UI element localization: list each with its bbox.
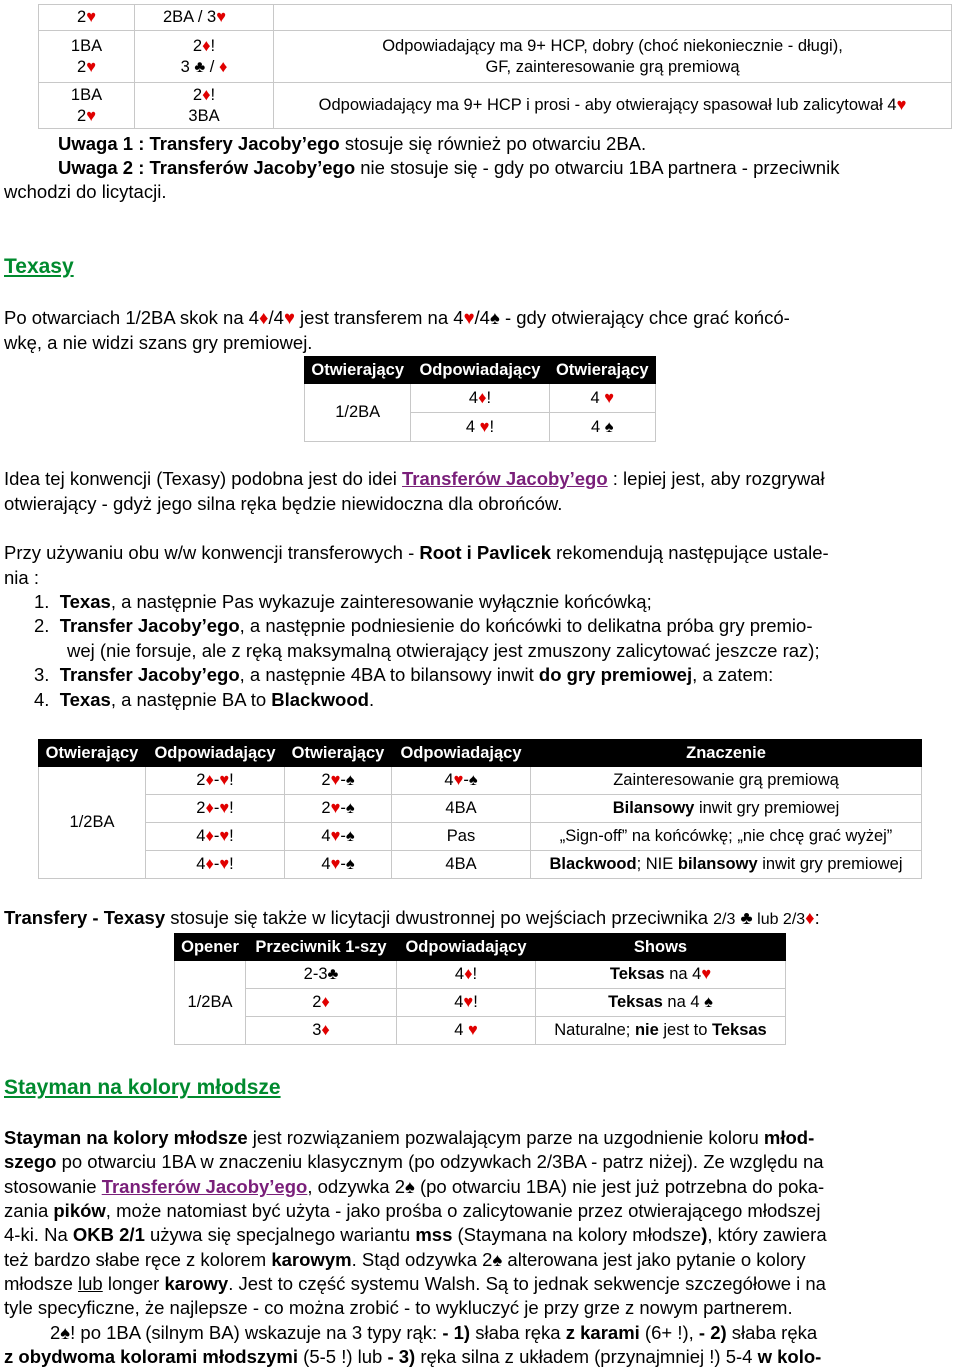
paragraph-line: Po otwarciach 1/2BA skok na 4♦/4♥ jest transferem na 4♥/4♠ - gdy otwierający chce grać końcó- bbox=[4, 307, 790, 328]
table-cell: Bilansowy inwit gry premiowej bbox=[531, 795, 922, 823]
table-cell: 4 ♠ bbox=[549, 413, 655, 442]
table-cell: 3♦ bbox=[246, 1017, 397, 1045]
spade-icon: ♠ bbox=[604, 417, 614, 436]
table-cell: 2BA / 3♥ bbox=[135, 5, 274, 31]
table-cell: 2♦! 3 ♣ / ♦ bbox=[135, 31, 274, 83]
heart-icon: ♥ bbox=[701, 965, 712, 983]
table-cell: Blackwood; NIE bilansowy inwit gry premiowej bbox=[531, 851, 922, 879]
table-cell: 4♥! bbox=[397, 989, 536, 1017]
transfer-sequences-table bbox=[38, 739, 922, 879]
table-row bbox=[39, 5, 952, 31]
diamond-icon: ♦ bbox=[321, 993, 330, 1011]
heart-icon: ♥ bbox=[604, 388, 615, 407]
section-heading-texasy[interactable]: Texasy bbox=[4, 255, 74, 278]
table-cell: „Sign-off” na końcówkę; „nie chcę grać wyżej” bbox=[531, 823, 922, 851]
table-cell: 1BA 2♥ bbox=[39, 31, 135, 83]
diamond-icon: ♦ bbox=[218, 57, 228, 76]
paragraph-line: stosowanie Transferów Jacoby’ego, odzywka 2♠ (po otwarciu 1BA) nie jest już potrzebna do poka- bbox=[4, 1176, 825, 1197]
header-cell: Znaczenie bbox=[531, 740, 922, 767]
table-row bbox=[39, 823, 922, 851]
spade-icon: ♠ bbox=[345, 799, 355, 817]
table-cell: Teksas na 4♥ bbox=[536, 961, 786, 989]
table-cell: Zainteresowanie grą premiową bbox=[531, 767, 922, 795]
paragraph-line: Stayman na kolory młodsze jest rozwiązaniem pozwalającym parze na uzgodnienie koloru młod- bbox=[4, 1127, 815, 1148]
table-cell: 4♥-♠ bbox=[392, 767, 531, 795]
note-2-cont: wchodzi do licytacji. bbox=[4, 181, 167, 202]
spade-icon: ♠ bbox=[468, 771, 478, 789]
list-item: 4. Texas, a następnie BA to Blackwood. bbox=[34, 689, 375, 710]
spade-icon: ♠ bbox=[492, 1249, 503, 1270]
heart-icon: ♥ bbox=[330, 799, 341, 817]
table-row bbox=[305, 384, 656, 413]
list-item: 1. Texas, a następnie Pas wykazuje zainteresowanie wyłącznie końcówką; bbox=[34, 591, 652, 612]
paragraph-line: też bardzo słabe ręce z kolorem karowym. Stąd odzywka 2♠ alterowana jest jako pytanie o kolory bbox=[4, 1249, 806, 1270]
heart-icon: ♥ bbox=[896, 96, 907, 114]
diamond-icon: ♦ bbox=[259, 307, 269, 328]
spade-icon: ♠ bbox=[345, 771, 355, 789]
club-icon: ♣ bbox=[740, 907, 753, 928]
table-cell: 1/2BA bbox=[305, 384, 411, 442]
spade-icon: ♠ bbox=[60, 1322, 71, 1343]
diamond-icon: ♦ bbox=[205, 827, 214, 845]
header-cell: Otwierający bbox=[549, 357, 655, 384]
header-cell: Otwierający bbox=[285, 740, 392, 767]
list-item: 3. Transfer Jacoby’ego, a następnie 4BA to bilansowy inwit do gry premiowej, a zatem: bbox=[34, 664, 774, 685]
table-cell: 4♦! bbox=[397, 961, 536, 989]
diamond-icon: ♦ bbox=[205, 799, 214, 817]
table-row bbox=[39, 31, 952, 83]
competitive-table bbox=[174, 933, 786, 1045]
table-cell: 4♦-♥! bbox=[146, 823, 285, 851]
heart-icon: ♥ bbox=[86, 8, 96, 26]
link-transfers-jacoby[interactable]: Transferów Jacoby’ego bbox=[101, 1176, 308, 1197]
table-cell: 4 ♥ bbox=[549, 384, 655, 413]
list-item-cont: wej (nie forsuje, ale z ręką maksymalną otwierający jest zmuszony zalicytować jeszcze raz); bbox=[67, 640, 820, 661]
heart-icon: ♥ bbox=[453, 771, 464, 789]
section-heading-stayman[interactable]: Stayman na kolory młodsze bbox=[4, 1076, 281, 1099]
heart-icon: ♥ bbox=[219, 827, 230, 845]
table-cell: Odpowiadający ma 9+ HCP i prosi - aby otwierający spasował lub zalicytował 4♥ bbox=[274, 83, 952, 129]
paragraph-line: 2♠! po 1BA (silnym BA) wskazuje na 3 typy rąk: - 1) słaba ręka z karami (6+ !), - 2) słaba ręka bbox=[50, 1322, 818, 1343]
spade-icon: ♠ bbox=[345, 827, 355, 845]
header-cell: Odpowiadający bbox=[397, 934, 536, 961]
diamond-icon: ♦ bbox=[202, 36, 211, 55]
table-cell bbox=[274, 5, 952, 31]
table-header-row bbox=[305, 357, 656, 384]
table-row bbox=[175, 1017, 786, 1045]
diamond-icon: ♦ bbox=[205, 855, 214, 873]
top-bidding-table bbox=[38, 4, 952, 129]
table-cell: 2♦-♥! bbox=[146, 795, 285, 823]
table-header-row bbox=[175, 934, 786, 961]
heart-icon: ♥ bbox=[467, 1021, 478, 1039]
table-cell: 2♥-♠ bbox=[285, 795, 392, 823]
heart-icon: ♥ bbox=[479, 417, 490, 436]
list-item: 2. Transfer Jacoby’ego, a następnie podniesienie do końcówki to delikatna próba gry premio- bbox=[34, 615, 813, 636]
spade-icon: ♠ bbox=[489, 307, 500, 328]
heart-icon: ♥ bbox=[86, 106, 96, 125]
header-cell: Opener bbox=[175, 934, 246, 961]
diamond-icon: ♦ bbox=[205, 771, 214, 789]
paragraph-line: nia : bbox=[4, 567, 39, 588]
table-cell: 2♦ bbox=[246, 989, 397, 1017]
table-row bbox=[175, 961, 786, 989]
paragraph-line: 4-ki. Na OKB 2/1 używa się specjalnego wariantu mss (Staymana na kolory młodsze), który zawiera bbox=[4, 1224, 827, 1245]
paragraph-line: z obydwoma kolorami młodszymi (5-5 !) lub - 3) ręka silna z układem (przynajmniej !) 5-4 w kolo- bbox=[4, 1346, 822, 1367]
spade-icon: ♠ bbox=[405, 1176, 415, 1197]
table-cell: 4♥-♠ bbox=[285, 851, 392, 879]
note-2: Uwaga 2 : Transferów Jacoby’ego nie stosuje się - gdy po otwarciu 1BA partnera - przeciwnik bbox=[58, 157, 840, 178]
table-cell: 2♥ bbox=[39, 5, 135, 31]
table-row bbox=[39, 767, 922, 795]
diamond-icon: ♦ bbox=[321, 1021, 330, 1039]
heart-icon: ♥ bbox=[219, 855, 230, 873]
table-row bbox=[39, 83, 952, 129]
heart-icon: ♥ bbox=[463, 993, 474, 1011]
paragraph-line: Transfery - Texasy stosuje się także w licytacji dwustronnej po wejściach przeciwnika 2/3 ♣ lub 2/3♦: bbox=[4, 907, 820, 928]
table-cell: 1/2BA bbox=[39, 767, 146, 879]
club-icon: ♣ bbox=[327, 965, 339, 983]
header-cell: Przeciwnik 1-szy bbox=[246, 934, 397, 961]
heart-icon: ♥ bbox=[463, 307, 475, 328]
table-cell: 2♦! 3BA bbox=[135, 83, 274, 129]
table-cell: 4BA bbox=[392, 795, 531, 823]
header-cell: Shows bbox=[536, 934, 786, 961]
table-cell: 2♥-♠ bbox=[285, 767, 392, 795]
spade-icon: ♠ bbox=[345, 855, 355, 873]
paragraph-line: tyle specyficzne, że najlepsze - co można zrobić - to wykluczyć je przy grze z nowym partnerem. bbox=[4, 1297, 793, 1318]
header-cell: Otwierający bbox=[39, 740, 146, 767]
table-cell: 4 ♥ bbox=[397, 1017, 536, 1045]
table-cell: 4♦! bbox=[411, 384, 549, 413]
table-cell: 1BA 2♥ bbox=[39, 83, 135, 129]
heart-icon: ♥ bbox=[219, 799, 230, 817]
diamond-icon: ♦ bbox=[805, 907, 815, 928]
heart-icon: ♥ bbox=[330, 827, 341, 845]
diamond-icon: ♦ bbox=[464, 965, 473, 983]
paragraph-line: zania pików, może natomiast być użyta - jako prośba o zalicytowanie przez otwierającego młodszej bbox=[4, 1200, 821, 1221]
heart-icon: ♥ bbox=[86, 57, 96, 76]
table-cell: Odpowiadający ma 9+ HCP, dobry (choć niekoniecznie - długi), GF, zainteresowanie grą premiową bbox=[274, 31, 952, 83]
paragraph-line: Przy używaniu obu w/w konwencji transferowych - Root i Pavlicek rekomendują następujące ustale- bbox=[4, 542, 829, 563]
header-cell: Odpowiadający bbox=[411, 357, 549, 384]
heart-icon: ♥ bbox=[330, 855, 341, 873]
table-cell: Naturalne; nie jest to Teksas bbox=[536, 1017, 786, 1045]
spade-icon: ♠ bbox=[704, 993, 713, 1011]
diamond-icon: ♦ bbox=[478, 388, 487, 407]
texasy-table bbox=[304, 356, 656, 442]
table-row bbox=[175, 989, 786, 1017]
diamond-icon: ♦ bbox=[202, 85, 211, 104]
table-cell: 1/2BA bbox=[175, 961, 246, 1045]
header-cell: Otwierający bbox=[305, 357, 411, 384]
table-header-row bbox=[39, 740, 922, 767]
paragraph-line: Idea tej konwencji (Texasy) podobna jest do idei Transferów Jacoby’ego : lepiej jest, aby rozgrywał bbox=[4, 468, 825, 489]
paragraph-line: szego po otwarciu 1BA w znaczeniu klasycznym (po odzywkach 2/3BA - patrz niżej). Ze względu na bbox=[4, 1151, 824, 1172]
table-cell: 2-3♣ bbox=[246, 961, 397, 989]
heart-icon: ♥ bbox=[216, 8, 227, 26]
heart-icon: ♥ bbox=[219, 771, 230, 789]
table-row bbox=[39, 851, 922, 879]
table-cell: 4♥-♠ bbox=[285, 823, 392, 851]
table-cell: Teksas na 4 ♠ bbox=[536, 989, 786, 1017]
table-cell: 4 ♥! bbox=[411, 413, 549, 442]
heart-icon: ♥ bbox=[330, 771, 341, 789]
header-cell: Odpowiadający bbox=[392, 740, 531, 767]
paragraph-line: młodsze lub longer karowy. Jest to część systemu Walsh. Są to jednak sekwencje szczegółowe i na bbox=[4, 1273, 826, 1294]
heart-icon: ♥ bbox=[283, 307, 295, 328]
note-1: Uwaga 1 : Transfery Jacoby’ego stosuje się również po otwarciu 2BA. bbox=[58, 133, 647, 154]
table-cell: 4BA bbox=[392, 851, 531, 879]
link-transfers-jacoby[interactable]: Transferów Jacoby’ego bbox=[402, 468, 608, 489]
table-cell: 2♦-♥! bbox=[146, 767, 285, 795]
table-cell: 4♦-♥! bbox=[146, 851, 285, 879]
table-row bbox=[39, 795, 922, 823]
table-cell: Pas bbox=[392, 823, 531, 851]
club-icon: ♣ bbox=[194, 57, 206, 76]
paragraph-line: wkę, a nie widzi szans gry premiowej. bbox=[4, 332, 313, 353]
paragraph-line: otwierający - gdyż jego silna ręka będzie niewidoczna dla obrońców. bbox=[4, 493, 563, 514]
header-cell: Odpowiadający bbox=[146, 740, 285, 767]
